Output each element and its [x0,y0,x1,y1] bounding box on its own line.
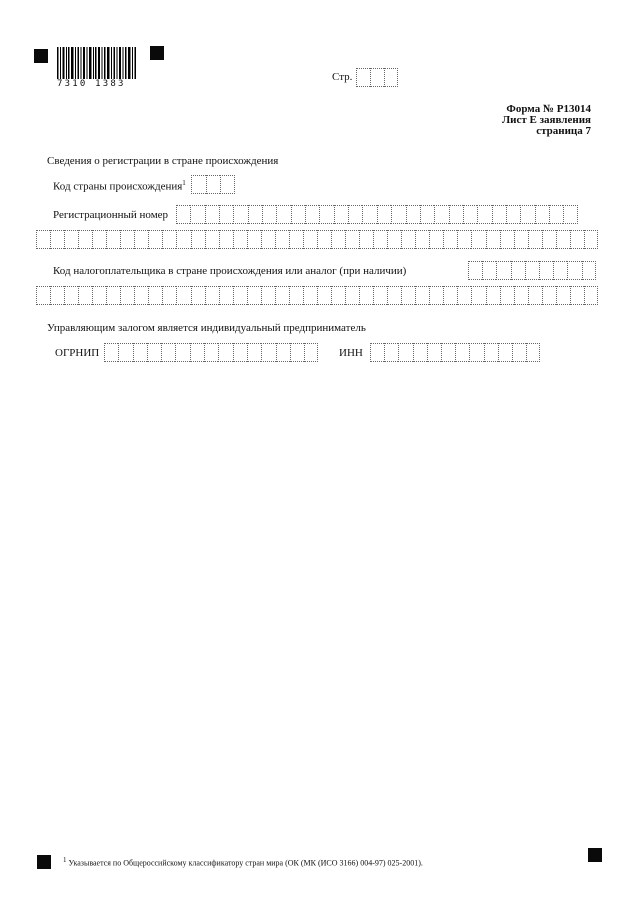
input-cell[interactable] [582,261,596,280]
input-cell[interactable] [304,343,318,362]
input-cell[interactable] [218,343,232,362]
input-cell[interactable] [584,286,598,305]
input-cell[interactable] [261,286,275,305]
input-cell[interactable] [359,286,373,305]
sheet-title: Лист Е заявления [501,114,591,126]
input-cell[interactable] [387,230,401,249]
input-cell[interactable] [384,68,398,87]
input-cell[interactable] [36,286,50,305]
registration-marker-top-left [34,49,48,63]
input-cell[interactable] [370,343,384,362]
input-cell[interactable] [233,205,247,224]
input-cell[interactable] [457,230,471,249]
input-cell[interactable] [334,205,348,224]
barcode [57,47,137,79]
input-cell[interactable] [176,286,190,305]
input-cell[interactable] [190,343,204,362]
input-cell[interactable] [443,230,457,249]
input-cell[interactable] [118,343,132,362]
input-cell[interactable] [384,343,398,362]
input-cell[interactable] [526,343,540,362]
input-cell[interactable] [415,286,429,305]
input-cell[interactable] [120,230,134,249]
input-cell[interactable] [500,230,514,249]
country-code-label: Код страны происхождения$^1$ [53,179,186,193]
input-cell[interactable] [106,230,120,249]
input-cell[interactable] [398,343,412,362]
registration-marker-bottom-left [37,855,51,869]
input-cell[interactable] [64,230,78,249]
input-cell[interactable] [276,343,290,362]
input-cell[interactable] [205,286,219,305]
input-cell[interactable] [468,261,482,280]
input-cell[interactable] [498,343,512,362]
input-cell[interactable] [176,205,190,224]
input-cell[interactable] [528,230,542,249]
input-cell[interactable] [317,286,331,305]
input-cell[interactable] [219,286,233,305]
input-cell[interactable] [191,175,206,194]
input-cell[interactable] [134,286,148,305]
input-cell[interactable] [449,205,463,224]
input-cell[interactable] [162,230,176,249]
reg-number-field-row2[interactable] [36,230,598,249]
input-cell[interactable] [486,286,500,305]
input-cell[interactable] [305,205,319,224]
footnote-mark: 1 [63,856,67,864]
input-cell[interactable] [406,205,420,224]
input-cell[interactable] [247,286,261,305]
inn-field[interactable] [370,343,540,362]
input-cell[interactable] [434,205,448,224]
input-cell[interactable] [535,205,549,224]
registration-marker-bottom-right [588,848,602,862]
input-cell[interactable] [348,205,362,224]
input-cell[interactable] [261,230,275,249]
input-cell[interactable] [205,205,219,224]
input-cell[interactable] [148,230,162,249]
input-cell[interactable] [356,68,370,87]
input-cell[interactable] [289,286,303,305]
input-cell[interactable] [511,261,525,280]
input-cell[interactable] [401,286,415,305]
input-cell[interactable] [36,230,50,249]
ogrnip-label: ОГРНИП [55,347,100,359]
input-cell[interactable] [191,230,205,249]
input-cell[interactable] [549,205,563,224]
input-cell[interactable] [276,205,290,224]
input-cell[interactable] [92,230,106,249]
input-cell[interactable] [500,286,514,305]
input-cell[interactable] [542,230,556,249]
input-cell[interactable] [362,205,376,224]
taxpayer-code-field-row1[interactable] [468,261,596,280]
input-cell[interactable] [64,286,78,305]
input-cell[interactable] [275,230,289,249]
input-cell[interactable] [147,343,161,362]
input-cell[interactable] [420,205,434,224]
input-cell[interactable] [247,230,261,249]
inn-label: ИНН [339,347,363,359]
input-cell[interactable] [492,205,506,224]
input-cell[interactable] [219,205,233,224]
input-cell[interactable] [415,230,429,249]
input-cell[interactable] [469,343,483,362]
input-cell[interactable] [319,205,333,224]
input-cell[interactable] [525,261,539,280]
country-code-field[interactable] [191,175,235,194]
input-cell[interactable] [553,261,567,280]
input-cell[interactable] [205,230,219,249]
input-cell[interactable] [261,343,275,362]
input-cell[interactable] [484,343,498,362]
taxpayer-code-field-row2[interactable] [36,286,598,305]
input-cell[interactable] [134,230,148,249]
input-cell[interactable] [514,286,528,305]
input-cell[interactable] [455,343,469,362]
page-label: Стр. [332,71,353,83]
footnote-text: Указывается по Общероссийскому классификатору стран мира (ОК (МК (ИСО 3166) 004-97) 025-2001). [68,858,423,868]
input-cell[interactable] [563,205,577,224]
input-cell[interactable] [512,343,526,362]
input-cell[interactable] [471,286,485,305]
input-cell[interactable] [463,205,477,224]
input-cell[interactable] [567,261,581,280]
input-cell[interactable] [584,230,598,249]
input-cell[interactable] [176,230,190,249]
input-cell[interactable] [486,230,500,249]
input-cell[interactable] [50,286,64,305]
input-cell[interactable] [570,286,584,305]
input-cell[interactable] [542,286,556,305]
input-cell[interactable] [373,286,387,305]
input-cell[interactable] [191,286,205,305]
input-cell[interactable] [262,205,276,224]
input-cell[interactable] [190,205,204,224]
input-cell[interactable] [457,286,471,305]
input-cell[interactable] [291,205,305,224]
input-cell[interactable] [345,230,359,249]
input-cell[interactable] [359,230,373,249]
input-cell[interactable] [441,343,455,362]
input-cell[interactable] [233,230,247,249]
footnote [63,856,423,868]
input-cell[interactable] [496,261,510,280]
input-cell[interactable] [220,175,235,194]
input-cell[interactable] [303,286,317,305]
input-cell[interactable] [162,286,176,305]
input-cell[interactable] [427,343,441,362]
input-cell[interactable] [104,343,118,362]
input-cell[interactable] [477,205,491,224]
input-cell[interactable] [570,230,584,249]
reg-number-label: Регистрационный номер [53,209,169,221]
input-cell[interactable] [233,286,247,305]
input-cell[interactable] [219,230,233,249]
input-cell[interactable] [248,205,262,224]
ogrnip-field[interactable] [104,343,318,362]
barcode-number: 7310 1383 [57,79,126,89]
input-cell[interactable] [377,205,391,224]
input-cell[interactable] [175,343,189,362]
input-cell[interactable] [204,343,218,362]
input-cell[interactable] [471,230,485,249]
input-cell[interactable] [506,205,520,224]
input-cell[interactable] [429,286,443,305]
input-cell[interactable] [317,230,331,249]
input-cell[interactable] [303,230,317,249]
input-cell[interactable] [514,230,528,249]
input-cell[interactable] [413,343,427,362]
input-cell[interactable] [539,261,553,280]
pledge-manager-title: Управляющим залогом является индивидуальный предприниматель [47,322,366,334]
input-cell[interactable] [247,343,261,362]
input-cell[interactable] [78,286,92,305]
input-cell[interactable] [556,230,570,249]
form-number: Форма № Р13014 [506,103,591,115]
section-title: Сведения о регистрации в стране происхождения [47,155,279,167]
input-cell[interactable] [161,343,175,362]
page-title: страница 7 [536,125,591,137]
input-cell[interactable] [206,175,221,194]
page-number-field[interactable] [356,68,398,87]
input-cell[interactable] [373,230,387,249]
registration-marker-top-right [150,46,164,60]
input-cell[interactable] [345,286,359,305]
input-cell[interactable] [106,286,120,305]
input-cell[interactable] [78,230,92,249]
reg-number-field-row1[interactable] [176,205,578,224]
taxpayer-code-label: Код налогоплательщика в стране происхождения или аналог (при наличии) [53,265,407,277]
input-cell[interactable] [387,286,401,305]
input-cell[interactable] [391,205,405,224]
input-cell[interactable] [331,286,345,305]
input-cell[interactable] [401,230,415,249]
input-cell[interactable] [482,261,496,280]
input-cell[interactable] [429,230,443,249]
input-cell[interactable] [528,286,542,305]
input-cell[interactable] [133,343,147,362]
input-cell[interactable] [233,343,247,362]
input-cell[interactable] [50,230,64,249]
input-cell[interactable] [520,205,534,224]
input-cell[interactable] [92,286,106,305]
input-cell[interactable] [148,286,162,305]
input-cell[interactable] [289,230,303,249]
input-cell[interactable] [331,230,345,249]
input-cell[interactable] [290,343,304,362]
input-cell[interactable] [370,68,384,87]
input-cell[interactable] [275,286,289,305]
input-cell[interactable] [443,286,457,305]
input-cell[interactable] [120,286,134,305]
input-cell[interactable] [556,286,570,305]
